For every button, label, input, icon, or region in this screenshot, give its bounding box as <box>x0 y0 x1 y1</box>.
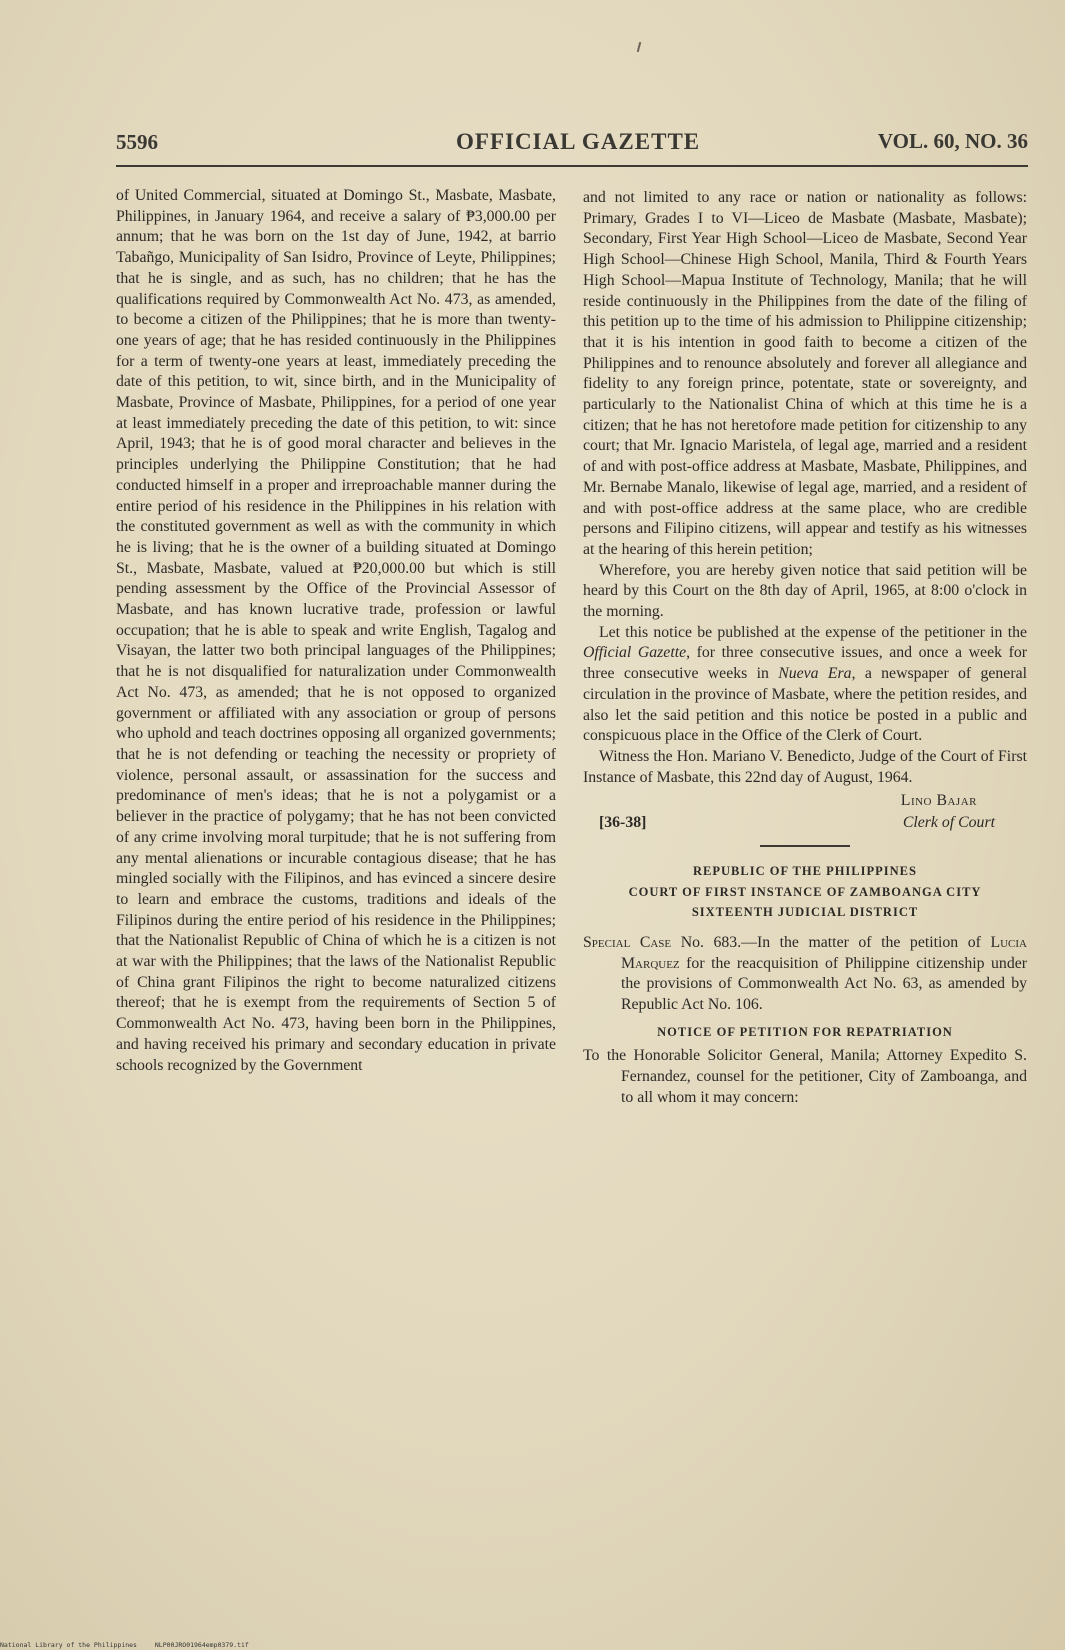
publication-text-2: , for three consecutive issues, and once a week for three consecutive weeks in <box>583 644 1027 683</box>
wherefore-paragraph: Wherefore, you are hereby given notice that said petition will be heard by this Court on the 8th day of April, 1965, at 8:00 o'clock in the morning. <box>583 561 1027 621</box>
addressees-paragraph: To the Honorable Solicitor General, Manila; Attorney Expedito S. Fernandez, counsel for the petitioner, City of Zamboanga, and to all whom it may concern: <box>583 1047 1027 1106</box>
issue-reference: [36-38] <box>599 814 647 832</box>
petitioner-name: Lucia Marquez <box>621 933 1027 972</box>
signature-block <box>583 791 1027 837</box>
volume-number: VOL. 60, NO. 36 <box>877 129 1028 153</box>
court-heading-line-2: COURT OF FIRST INSTANCE OF ZAMBOANGA CITY <box>628 884 982 899</box>
publication-paragraph <box>583 623 1027 747</box>
official-gazette-name: Official Gazette <box>583 644 687 662</box>
header-rule <box>116 165 1028 167</box>
case-text-2: for the reacquisition of Philippine citizenship under the provisions of Commonwealth Act No. 63, as amended by Republic Act No. 106. <box>621 954 1027 1013</box>
case-paragraph <box>583 933 1027 1016</box>
notice-title: NOTICE OF PETITION FOR REPATRIATION <box>657 1024 953 1039</box>
left-column <box>116 186 556 1076</box>
court-heading <box>583 861 1027 923</box>
page-number: 5596 <box>116 130 158 154</box>
witness-paragraph: Witness the Hon. Mariano V. Benedicto, Judge of the Court of First Instance of Masbate, this 22nd day of August, 1964. <box>583 747 1027 786</box>
file-id: NLP00JRO01964emp0379.tif <box>154 1641 249 1649</box>
right-column <box>583 188 1027 1109</box>
section-divider <box>760 845 850 847</box>
publication-text-3: , a newspaper of general circulation in the province of Masbate, where the petition resides, and also let the said petition and this notice be posted in a public and conspicuous place in the Office of the Clerk of Court. <box>583 665 1027 745</box>
petition-text: of United Commercial, situated at Domingo St., Masbate, Masbate, Philippines, in January 1964, and receive a salary of ₱3,000.00 per annum; that he was born on the 1st day of June, 1942, at barrio Tabañgo, Municipality of San Isidro, Province of Leyte, Philippines; that he is single, and as such, has no children; that he has the qualifications required by Commonwealth Act No. 473, as amended, to become a citizen of the Philippines; that he is more than twenty-one years of age; that he has resided continuously in the Philippines for a term of twenty-one years at least, immediately preceding the date of this petition, to wit, since birth, and in the Municipality of Masbate, Province of Masbate, Philippines, for a period of one year at least immediately preceding the date of this petition, to wit: since April, 1943; that he is of good moral character and believes in the principles underlying the Philippine Constitution; that he had conducted himself in a proper and irreproachable manner during the entire period of his residence in the Philippines in his relation with the constituted government as well as with the community in which he is living; that he is the owner of a building situated at Domingo St., Masbate, Masbate, valued at ₱20,000.00 but which is still pending assessment by the Office of the Provincial Assessor of Masbate, and has known lucrative trade, profession or lawful occupation; that he is able to speak and write English, Tagalog and Visayan, the latter two both principal languages of the Philippines; that he is not disqualified for naturalization under Commonwealth Act No. 473, as amended; that he is not opposed to organized government or affiliated with any association or group of persons who uphold and teach doctrines opposing all organized governments; that he is not defending or teaching the necessity or propriety of violence, personal assault, or assassination for the success and predominance of men's ideas; that he is not a polygamist or a believer in the practice of polygamy; that he has not been convicted of any crime involving moral turpitude; that he is not suffering from any mental alienations or incurable contagious disease; that he has mingled socially with the Filipinos, and has evinced a sincere desire to learn and embrace the customs, traditions and ideals of the Filipinos during the entire period of his residence in the Philippines; that the Nationalist Republic of China of which he is a citizen is not at war with the Philippines; that the laws of the Nationalist Republic of China grant Filipinos the right to become naturalized citizens thereof; that he is exempt from the requirements of Section 5 of Commonwealth Act No. 473, having been born in the Philippines, and having received his primary and secondary education in private schools recognized by the Government <box>116 187 556 1074</box>
case-label: Special Case <box>583 933 672 951</box>
clerk-title: Clerk of Court <box>902 814 995 832</box>
scan-mark <box>637 42 642 52</box>
petition-continuation: and not limited to any race or nation or nationality as follows: Primary, Grades I to VI—Liceo de Masbate (Masbate, Masbate); Secondary, First Year High School—Liceo de Masbate, Second Year High School—Chinese High School, Manila, Third & Fourth Years High School—Mapua Institute of Technology, Manila; that he will reside continuously in the Philippines from the date of the filing of this petition up to the time of his admission to Philippine citizenship; that it is his intention in good faith to become a citizen of the Philippines and to renounce absolutely and forever all allegiance and fidelity to any foreign prince, potentate, state or sovereignty, and particularly to the Nationalist China of which at this time he is a citizen; that he has not heretofore made petition for citizenship to any court; that Mr. Ignacio Maristela, of legal age, married and a resident of and with post-office address at Masbate, Masbate, Philippines, and Mr. Bernabe Manalo, likewise of legal age, married, and a resident of and with post-office address at the same place, who are credible persons and Filipino citizens, will appear and testify as his witnesses at the hearing of this herein petition; <box>583 189 1027 558</box>
gazette-title: OFFICIAL GAZETTE <box>456 129 701 154</box>
newspaper-name: Nueva Era <box>778 665 852 683</box>
library-name: National Library of the Philippines <box>0 1641 137 1649</box>
page-header <box>116 130 1028 162</box>
scan-footer <box>0 1641 263 1649</box>
case-text-1: No. 683.—In the matter of the petition of <box>671 933 991 951</box>
court-heading-line-3: SIXTEENTH JUDICIAL DISTRICT <box>691 905 919 920</box>
publication-text-1: Let this notice be published at the expense of the petitioner in the <box>599 623 1027 641</box>
clerk-name: Lino Bajar <box>900 792 977 810</box>
court-heading-line-1: REPUBLIC OF THE PHILIPPINES <box>693 864 917 879</box>
